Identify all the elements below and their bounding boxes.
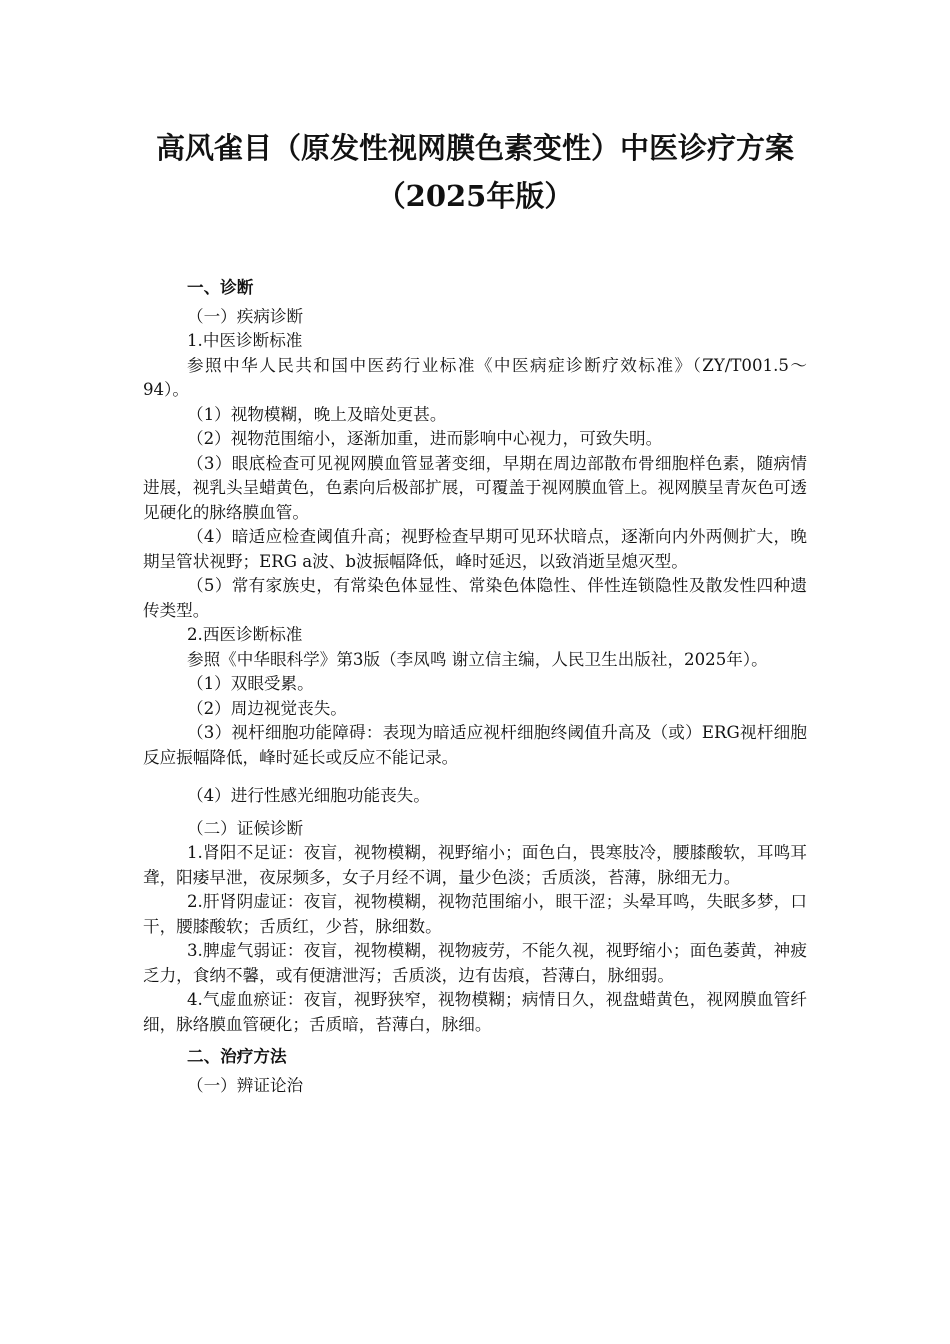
subsection-syndrome-diagnosis: （二）证候诊断 [187, 818, 304, 838]
tcm-criteria-item: （5）常有家族史，有常染色体显性、常染色体隐性、伴性连锁隐性及散发性四种遗传类型。 [143, 576, 807, 620]
syndrome-item: 4.气虚血瘀证：夜盲，视野狭窄，视物模糊；病情日久，视盘蜡黄色，视网膜血管纤细，脉络膜血管硬化；舌质暗，苔薄白，脉细。 [143, 990, 807, 1034]
tcm-criteria-item: （1）视物模糊，晚上及暗处更甚。 [187, 404, 447, 424]
syndrome-item: 1.肾阳不足证：夜盲，视物模糊，视野缩小；面色白，畏寒肢冷，腰膝酸软，耳鸣耳聋，阳痿早泄，夜尿频多，女子月经不调，量少色淡；舌质淡，苔薄，脉细无力。 [143, 843, 807, 887]
tcm-criteria-item: （2）视物范围缩小，逐渐加重，进而影响中心视力，可致失明。 [187, 429, 663, 448]
tcm-criteria-reference: 参照中华人民共和国中医药行业标准《中医病症诊断疗效标准》（ZY/T001.5～94）。 [143, 355, 807, 399]
section-heading-treatment: 二、治疗方法 [187, 1047, 287, 1066]
document-subtitle-edition: （2025年版） [376, 179, 574, 213]
subsection-syndrome-differentiation: （一）辨证论治 [187, 1075, 304, 1095]
syndrome-item: 3.脾虚气弱证：夜盲，视物模糊，视物疲劳，不能久视，视野缩小；面色萎黄，神疲乏力，食纳不馨，或有便溏泄泻；舌质淡，边有齿痕，苔薄白，脉细弱。 [143, 941, 807, 985]
subsection-disease-diagnosis: （一）疾病诊断 [187, 306, 304, 326]
tcm-criteria-item: （4）暗适应检查阈值升高；视野检查早期可见环状暗点，逐渐向内外两侧扩大，晚期呈管状视野；ERG a波、b波振幅降低，峰时延迟，以致消逝呈熄灭型。 [143, 527, 807, 571]
western-criteria-heading: 2.西医诊断标准 [187, 625, 303, 644]
section-heading-diagnosis: 一、诊断 [187, 278, 254, 297]
document-title: 高风雀目（原发性视网膜色素变性）中医诊疗方案 [155, 131, 794, 165]
western-criteria-item: （4）进行性感光细胞功能丧失。 [187, 786, 430, 805]
western-criteria-item: （3）视杆细胞功能障碍：表现为暗适应视杆细胞终阈值升高及（或）ERG视杆细胞反应振幅降低，峰时延长或反应不能记录。 [143, 723, 807, 767]
western-criteria-reference: 参照《中华眼科学》第3版（李凤鸣 谢立信主编，人民卫生出版社，2025年）。 [187, 649, 768, 669]
western-criteria-item: （1）双眼受累。 [187, 674, 314, 693]
syndrome-item: 2.肝肾阴虚证：夜盲，视物模糊，视物范围缩小，眼干涩；头晕耳鸣，失眠多梦，口干，腰膝酸软；舌质红，少苔，脉细数。 [143, 892, 807, 936]
tcm-criteria-heading: 1.中医诊断标准 [187, 331, 303, 350]
western-criteria-item: （2）周边视觉丧失。 [187, 698, 347, 718]
tcm-criteria-item: （3）眼底检查可见视网膜血管显著变细，早期在周边部散布骨细胞样色素，随病情进展，视乳头呈蜡黄色，色素向后极部扩展，可覆盖于视网膜血管上。视网膜呈青灰色可透见硬化的脉络膜血管。 [143, 453, 807, 522]
document-body [143, 276, 807, 1098]
